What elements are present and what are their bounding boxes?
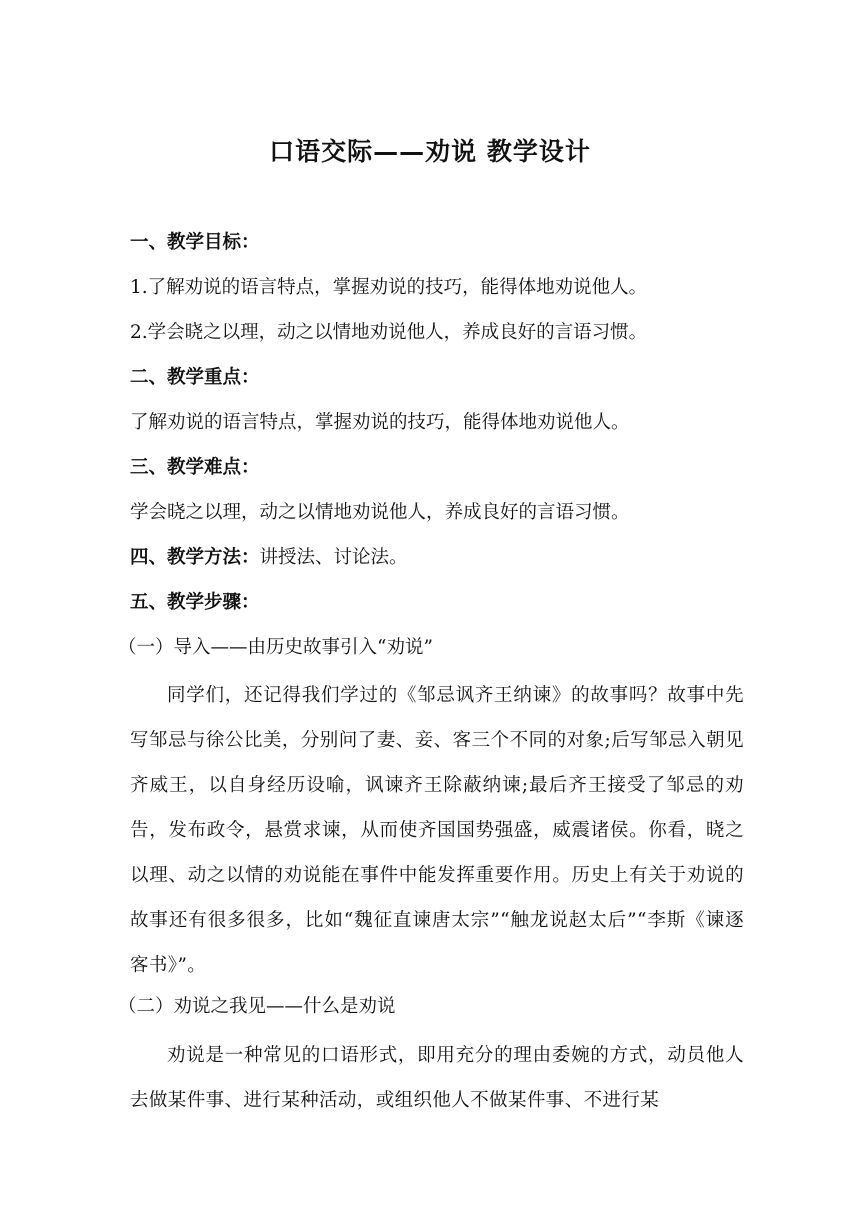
key-points-heading: 二、教学重点：: [130, 367, 260, 388]
step1-title: （一）导入——由历史故事引入“劝说”: [118, 637, 433, 658]
methods-text: 讲授法、讨论法。: [259, 547, 408, 568]
difficulties-text: 学会晓之以理，动之以情地劝说他人，养成良好的言语习惯。: [130, 502, 630, 523]
methods-heading: 四、教学方法：: [130, 547, 260, 568]
objective-item-1: 1.了解劝说的语言特点，掌握劝说的技巧，能得体地劝说他人。: [130, 277, 648, 298]
steps-heading: 五、教学步骤：: [130, 592, 260, 613]
objectives-heading: 一、教学目标：: [130, 232, 260, 253]
step2-title: （二）劝说之我见——什么是劝说: [118, 996, 396, 1017]
methods-line: [130, 542, 744, 574]
key-points-text: 了解劝说的语言特点，掌握劝说的技巧，能得体地劝说他人。: [130, 412, 630, 433]
document-title: 口语交际——劝说 教学设计: [269, 137, 591, 166]
difficulties-heading: 三、教学难点：: [130, 457, 260, 478]
objective-item-2: 2.学会晓之以理，动之以情地劝说他人，养成良好的言语习惯。: [130, 322, 648, 343]
step1-paragraph: 同学们，还记得我们学过的《邹忌讽齐王纳谏》的故事吗？故事中先写邹忌与徐公比美，分别问了妻、妾、客三个不同的对象;后写邹忌入朝见齐威王，以自身经历设喻，讽谏齐王除蔽纳谏;最后齐王接受了邹忌的劝告，发布政令，悬赏求谏，从而使齐国国势强盛，威震诸侯。你看，晓之以理、动之以情的劝说能在事件中能发挥重要作用。历史上有关于劝说的故事还有很多很多，比如“魏征直谏唐太宗”“触龙说赵太后”“李斯《谏逐客书》”。: [130, 685, 744, 976]
step2-paragraph: 劝说是一种常见的口语形式，即用充分的理由委婉的方式，动员他人去做某件事、进行某种活动，或组织他人不做某件事、不进行某: [130, 1045, 744, 1111]
